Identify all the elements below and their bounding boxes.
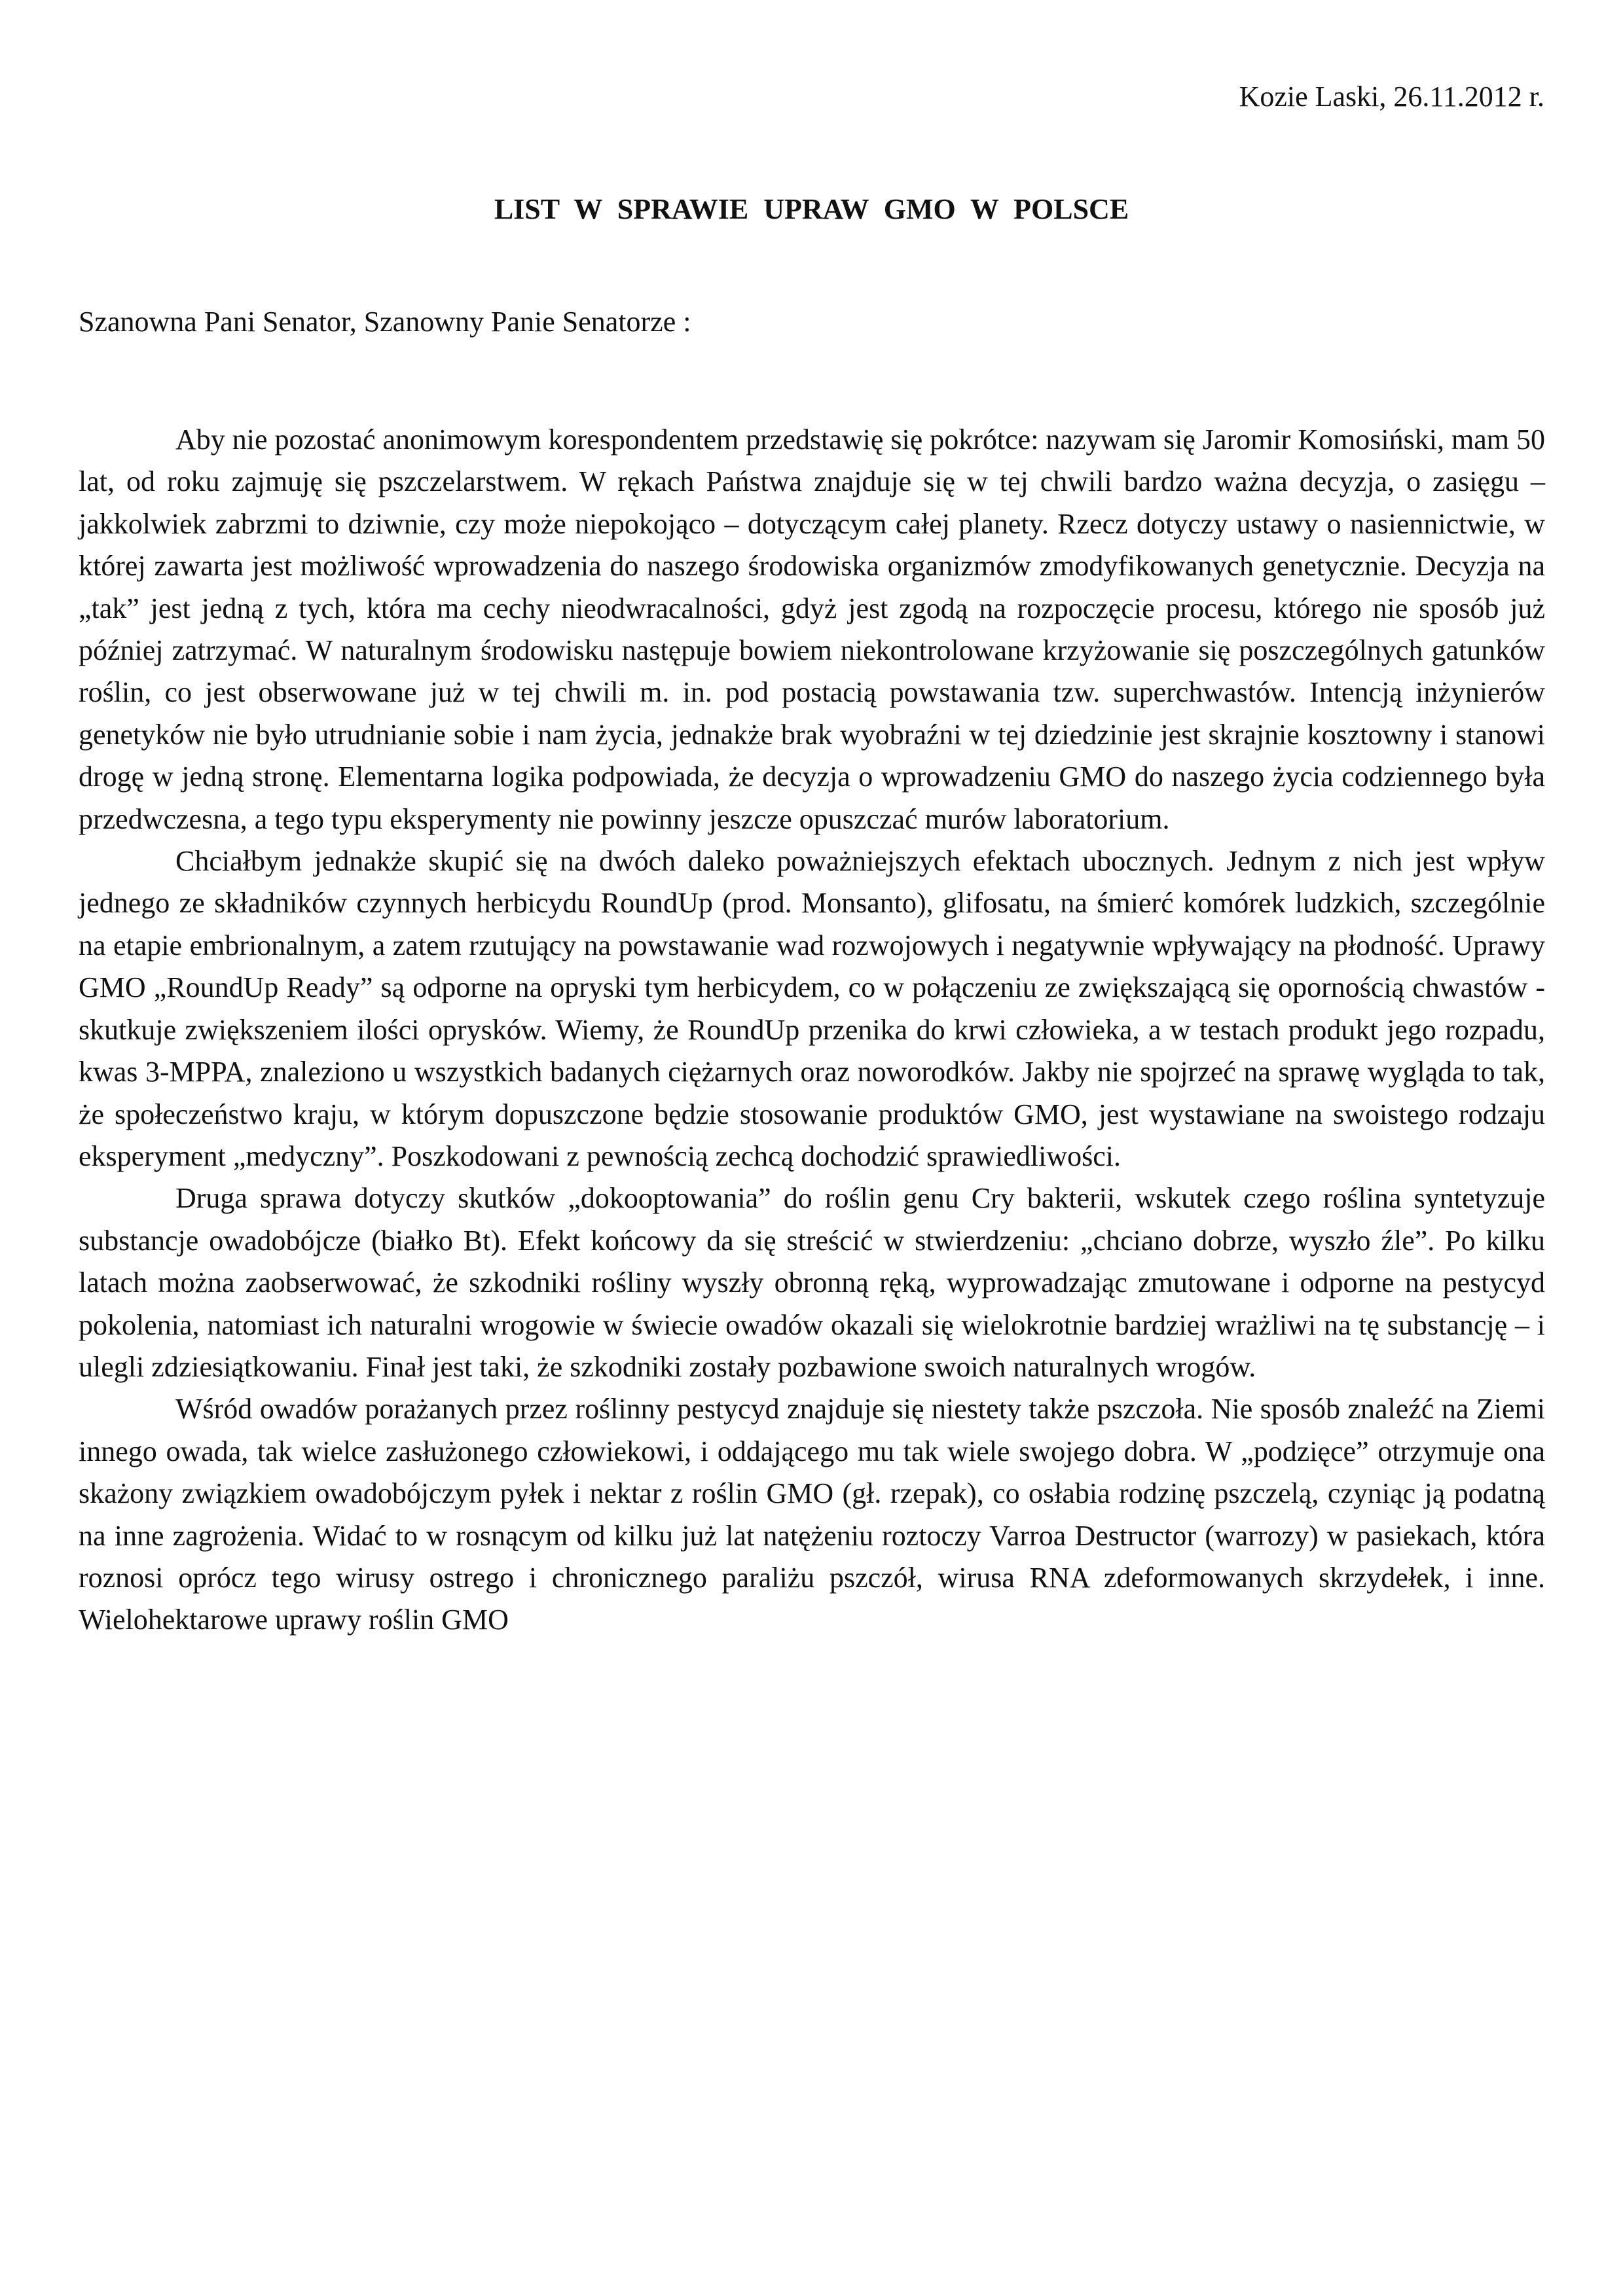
body-paragraph: Wśród owadów porażanych przez roślinny pestycyd znajduje się niestety także pszczoła. Nie sposób znaleźć na Ziemi innego owada, tak wielce zasłużonego człowiekowi, i oddającego mu tak wiele swojego dobra. W „podzięce” otrzymuje ona skażony związkiem owadobójczym pyłek i nektar z roślin GMO (gł. rzepak), co osłabia rodzinę pszczelą, czyniąc ją podatną na inne zagrożenia. Widać to w rosnącym od kilku już lat natężeniu roztoczy Varroa Destructor (warrozy) w pasiekach, która roznosi oprócz tego wirusy ostrego i chronicznego paraliżu pszczół, wirusa RNA zdeformowanych skrzydełek, i inne. Wielohektarowe uprawy roślin GMO: [79, 1393, 1545, 1636]
letter-salutation: Szanowna Pani Senator, Szanowny Panie Senatorze :: [79, 306, 691, 338]
letter-body: [79, 419, 1545, 1641]
body-paragraph: Chciałbym jednakże skupić się na dwóch daleko poważniejszych efektach ubocznych. Jednym z nich jest wpływ jednego ze składników czynnych herbicydu RoundUp (prod. Monsanto), glifosatu, na śmierć komórek ludzkich, szczególnie na etapie embrionalnym, a zatem rzutujący na powstawanie wad rozwojowych i negatywnie wpływający na płodność. Uprawy GMO „RoundUp Ready” są odporne na opryski tym herbicydem, co w połączeniu ze zwiększającą się opornością chwastów - skutkuje zwiększeniem ilości oprysków. Wiemy, że RoundUp przenika do krwi człowieka, a w testach produkt jego rozpadu, kwas 3-MPPA, znaleziono u wszystkich badanych ciężarnych oraz noworodków. Jakby nie spojrzeć na sprawę wygląda to tak, że społeczeństwo kraju, w którym dopuszczone będzie stosowanie produktów GMO, jest wystawiane na swoistego rodzaju eksperyment „medyczny”. Poszkodowani z pewnością zechcą dochodzić sprawiedliwości.: [79, 845, 1545, 1172]
body-paragraph: Aby nie pozostać anonimowym korespondentem przedstawię się pokrótce: nazywam się Jaromir Komosiński, mam 50 lat, od roku zajmuję się pszczelarstwem. W rękach Państwa znajduje się w tej chwili bardzo ważna decyzja, o zasięgu – jakkolwiek zabrzmi to dziwnie, czy może niepokojąco – dotyczącym całej planety. Rzecz dotyczy ustawy o nasiennictwie, w której zawarta jest możliwość wprowadzenia do naszego środowiska organizmów zmodyfikowanych genetycznie. Decyzja na „tak” jest jedną z tych, która ma cechy nieodwracalności, gdyż jest zgodą na rozpoczęcie procesu, którego nie sposób już później zatrzymać. W naturalnym środowisku następuje bowiem niekontrolowane krzyżowanie się poszczególnych gatunków roślin, co jest obserwowane już w tej chwili m. in. pod postacią powstawania tzw. superchwastów. Intencją inżynierów genetyków nie było utrudnianie sobie i nam życia, jednakże brak wyobraźni w tej dziedzinie jest skrajnie kosztowny i stanowi drogę w jedną stronę. Elementarna logika podpowiada, że decyzja o wprowadzeniu GMO do naszego życia codziennego była przedwczesna, a tego typu eksperymenty nie powinny jeszcze opuszczać murów laboratorium.: [79, 423, 1545, 835]
letter-date: Kozie Laski, 26.11.2012 r.: [1239, 81, 1544, 113]
body-paragraph: Druga sprawa dotyczy skutków „dokooptowania” do roślin genu Cry bakterii, wskutek czego roślina syntetyzuje substancje owadobójcze (białko Bt). Efekt końcowy da się streścić w stwierdzeniu: „chciano dobrze, wyszło źle”. Po kilku latach można zaobserwować, że szkodniki rośliny wyszły obronną ręką, wyprowadzając zmutowane i odporne na pestycyd pokolenia, natomiast ich naturalni wrogowie w świecie owadów okazali się wielokrotnie bardziej wrażliwi na tę substancję – i ulegli zdziesiątkowaniu. Finał jest taki, że szkodniki zostały pozbawione swoich naturalnych wrogów.: [79, 1182, 1545, 1383]
letter-title: LIST W SPRAWIE UPRAW GMO W POLSCE: [494, 193, 1129, 225]
